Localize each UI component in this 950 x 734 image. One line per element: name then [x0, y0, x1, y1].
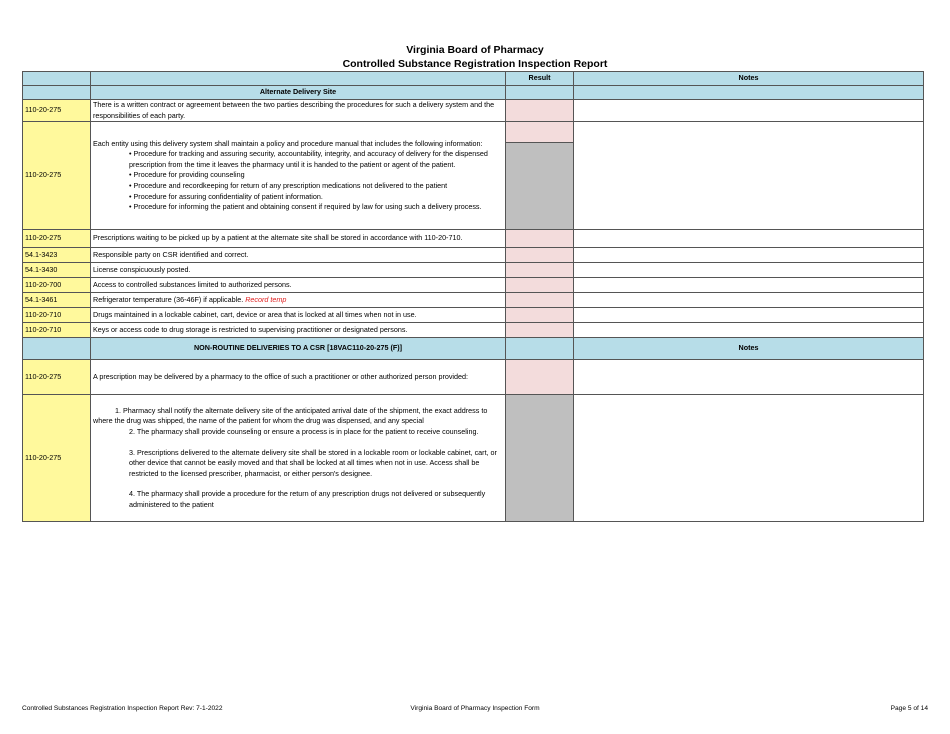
result-cell[interactable] [506, 122, 574, 230]
result-cell[interactable] [506, 323, 574, 338]
table-row [23, 360, 924, 395]
notes-cell[interactable] [574, 323, 924, 338]
notes-cell[interactable] [574, 278, 924, 293]
notes-header: Notes [574, 72, 924, 86]
section-title-row [23, 86, 924, 100]
notes-cell[interactable] [574, 263, 924, 278]
notes-cell[interactable] [574, 248, 924, 263]
regulation-code: 110-20-275 [23, 230, 91, 248]
table-row [23, 100, 924, 122]
regulation-code: 110-20-275 [23, 100, 91, 122]
result-cell[interactable] [506, 278, 574, 293]
regulation-code: 110-20-710 [23, 308, 91, 323]
result-cell[interactable] [506, 100, 574, 122]
table-row [23, 248, 924, 263]
bullet-item: • Procedure for providing counseling [129, 170, 245, 180]
requirement-text [91, 395, 506, 522]
requirement-text: Prescriptions waiting to be picked up by a patient at the alternate site shall be stored in accordance with 110-20-710. [91, 230, 506, 248]
footer-page-number: Page 5 of 14 [890, 705, 928, 712]
numbered-item: 1. Pharmacy shall notify the alternate delivery site of the anticipated arrival date of the shipment, the exact address to where the drug was shipped, the name of the patient for whom the drug was dispensed, and any special [93, 405, 488, 426]
regulation-code: 110-20-275 [23, 360, 91, 395]
notes-cell[interactable] [574, 122, 924, 230]
regulation-code: 54.1-3430 [23, 263, 91, 278]
table-row [23, 308, 924, 323]
table-row [23, 323, 924, 338]
bullet-item: • Procedure and recordkeeping for return of any prescription medications not delivered to the patient [129, 180, 448, 190]
requirement-text: Responsible party on CSR identified and correct. [91, 248, 506, 263]
report-title: Controlled Substance Registration Inspection Report [342, 58, 608, 70]
table-row [23, 230, 924, 248]
bullet-item: • Procedure for informing the patient and obtaining consent if required by law for using such a delivery process. [129, 202, 482, 212]
result-cell[interactable] [506, 230, 574, 248]
requirement-label: Refrigerator temperature (36-46F) if applicable. [93, 294, 244, 304]
requirement-text [91, 293, 506, 308]
footer-left: Controlled Substances Registration Inspection Report Rev: 7-1-2022 [22, 705, 223, 712]
requirement-text: Drugs maintained in a lockable cabinet, cart, device or area that is locked at all times when not in use. [91, 308, 506, 323]
requirement-text: Keys or access code to drug storage is restricted to supervising practitioner or designated persons. [91, 323, 506, 338]
board-title: Virginia Board of Pharmacy [406, 44, 544, 56]
numbered-item: 2. The pharmacy shall provide counseling or ensure a process is in place for the patient to receive counseling. [129, 427, 479, 436]
section-title: Alternate Delivery Site [91, 86, 506, 100]
numbered-item: 3. Prescriptions delivered to the alternate delivery site shall be stored in a lockable room or lockable cabinet, cart, or other device that cannot be easily moved and that shall be locked at all times when not in use. Access shall be restricted to the licensed prescriber, pharmacist, or either person's designee. [129, 447, 497, 478]
numbered-item: 4. The pharmacy shall provide a procedure for the return of any prescription drugs not delivered or subsequently administered to the patient [129, 489, 486, 509]
requirement-text: A prescription may be delivered by a pharmacy to the office of such a practitioner or other authorized person provided: [91, 360, 506, 395]
footer-center: Virginia Board of Pharmacy Inspection Form [410, 705, 540, 712]
regulation-code: 110-20-700 [23, 278, 91, 293]
requirement-text: Access to controlled substances limited to authorized persons. [91, 278, 506, 293]
notes-cell[interactable] [574, 360, 924, 395]
result-cell[interactable] [506, 360, 574, 395]
requirement-text: There is a written contract or agreement between the two parties describing the procedures for such a delivery system and the responsibilities of each party. [91, 100, 506, 122]
notes-cell[interactable] [574, 100, 924, 122]
requirement-intro: Each entity using this delivery system shall maintain a policy and procedure manual that includes the following information: [93, 138, 483, 148]
bullet-item: • Procedure for tracking and assuring security, accountability, integrity, and accuracy of delivery for the dispensed prescription from the time it leaves the pharmacy until it is handed to the patient or agent of the patient. [129, 149, 488, 169]
section2-title-row [23, 338, 924, 360]
table-row [23, 122, 924, 230]
header-row [23, 72, 924, 86]
regulation-code: 110-20-275 [23, 395, 91, 522]
table-row [23, 263, 924, 278]
notes-cell[interactable] [574, 230, 924, 248]
requirement-text: License conspicuously posted. [91, 263, 506, 278]
section2-title: NON-ROUTINE DELIVERIES TO A CSR [18VAC110-20-275 (F)] [91, 338, 506, 360]
bullet-item: • Procedure for assuring confidentiality of patient information. [129, 191, 323, 201]
table-row [23, 395, 924, 522]
section2-notes-header: Notes [574, 338, 924, 360]
notes-cell[interactable] [574, 395, 924, 522]
table-row [23, 278, 924, 293]
record-temp-note: Record temp [245, 294, 287, 304]
result-cell[interactable] [506, 395, 574, 522]
result-cell[interactable] [506, 293, 574, 308]
table-row [23, 293, 924, 308]
result-cell[interactable] [506, 248, 574, 263]
inspection-table [22, 71, 924, 522]
regulation-code: 54.1-3423 [23, 248, 91, 263]
result-cell[interactable] [506, 263, 574, 278]
report-titles [0, 44, 950, 71]
notes-cell[interactable] [574, 293, 924, 308]
result-header: Result [506, 72, 574, 86]
regulation-code: 110-20-275 [23, 122, 91, 230]
requirement-text [91, 122, 506, 230]
notes-cell[interactable] [574, 308, 924, 323]
regulation-code: 54.1-3461 [23, 293, 91, 308]
regulation-code: 110-20-710 [23, 323, 91, 338]
result-cell[interactable] [506, 308, 574, 323]
